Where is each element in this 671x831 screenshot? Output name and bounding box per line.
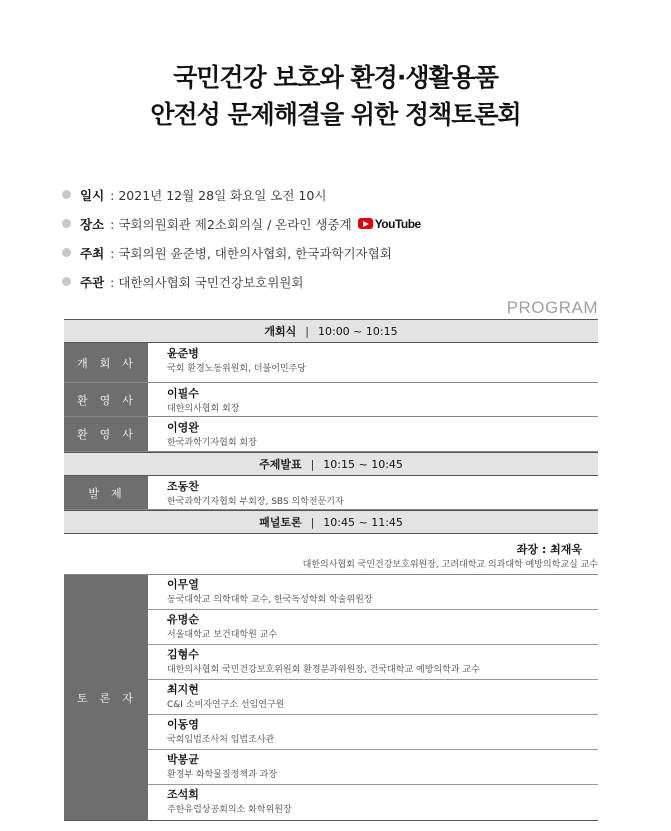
list-item [148, 575, 598, 610]
info-label: 장소 [80, 216, 105, 232]
program-row [64, 343, 598, 383]
panelist-name: 이동영 [167, 718, 199, 731]
panelist-affiliation: 서울대학교 보건대학원 교수 [167, 630, 278, 640]
panelist-name: 박봉균 [167, 753, 199, 766]
speaker-affiliation: 국회 환경노동위원회, 더불어민주당 [167, 364, 306, 374]
panel-discussion [64, 575, 598, 821]
bullet-icon [62, 248, 71, 257]
info-value: 2021년 12월 28일 화요일 오전 10시 [118, 187, 327, 203]
panelist-name: 조석희 [167, 788, 199, 801]
role-cell: 환영사 [64, 417, 148, 451]
panelist-affiliation: C&I 소비자연구소 선임연구원 [167, 700, 285, 710]
role-cell: 발제 [64, 476, 148, 509]
panelist-name: 이무열 [167, 578, 199, 591]
panelist-name: 유명순 [167, 613, 199, 626]
speaker-affiliation: 대한의사협회 회장 [167, 404, 240, 414]
panelist-affiliation: 국회입법조사처 입법조사관 [167, 735, 275, 745]
info-value: 국회의원회관 제2소회의실 / 온라인 생중계 [118, 216, 352, 232]
bullet-icon [62, 219, 71, 228]
info-value: 대한의사협회 국민건강보호위원회 [118, 274, 304, 290]
role-cell: 개회사 [64, 343, 148, 382]
event-info [62, 180, 622, 296]
list-item [148, 750, 598, 785]
info-row-organizer: 주관 : 대한의사협회 국민건강보호위원회 [62, 267, 622, 296]
list-item [148, 645, 598, 680]
role-cell: 환영사 [64, 383, 148, 416]
program-heading: PROGRAM [506, 298, 598, 317]
info-row-host: 주최 : 국회의원 윤준병, 대한의사협회, 한국과학기자협회 [62, 238, 622, 267]
speaker-affiliation: 한국과학기자협회 부회장, SBS 의학전문기자 [167, 497, 344, 507]
section-header-keynote: 주제발표 | 10:15 ~ 10:45 [64, 452, 598, 476]
speaker-name: 이필수 [167, 387, 199, 400]
program-row [64, 383, 598, 417]
panelist-list [148, 575, 598, 820]
panelist-name: 김형수 [167, 648, 199, 661]
role-cell: 토론자 [64, 575, 148, 820]
section-header-opening: 개회식 | 10:00 ~ 10:15 [64, 319, 598, 343]
list-item [148, 610, 598, 645]
info-label: 주최 [80, 245, 105, 261]
title-line-1: 국민건강 보호와 환경·생활용품 [173, 63, 498, 92]
info-value: 국회의원 윤준병, 대한의사협회, 한국과학기자협회 [118, 245, 392, 261]
panelist-name: 최지현 [167, 683, 199, 696]
program-row [64, 417, 598, 452]
speaker-affiliation: 한국과학기자협회 회장 [167, 438, 257, 448]
panelist-affiliation: 대한의사협회 국민건강보호위원회 환경분과위원장, 건국대학교 예방의학과 교수 [167, 665, 480, 675]
program-table [64, 319, 598, 821]
chair-info [64, 534, 598, 575]
title-line-2: 안전성 문제해결을 위한 정책토론회 [150, 100, 521, 129]
program-row [64, 476, 598, 510]
list-item [148, 785, 598, 820]
youtube-wordmark: YouTube [374, 216, 421, 231]
info-row-venue: 장소 : 국회의원회관 제2소회의실 / 온라인 생중계 YouTube [62, 209, 622, 238]
panelist-affiliation: 주한유럽상공회의소 화학위원장 [167, 805, 292, 815]
info-label: 주관 [80, 274, 105, 290]
info-row-date: 일시 : 2021년 12월 28일 화요일 오전 10시 [62, 180, 622, 209]
info-label: 일시 [80, 187, 105, 203]
bullet-icon [62, 190, 71, 199]
list-item [148, 715, 598, 750]
speaker-name: 조동찬 [167, 480, 199, 493]
youtube-play-icon [358, 218, 373, 229]
section-header-panel: 패널토론 | 10:45 ~ 11:45 [64, 510, 598, 534]
chair-affiliation: 대한의사협회 국민건강보호위원장, 고려대학교 의과대학 예방의학교실 교수 [302, 560, 598, 570]
youtube-logo [358, 217, 421, 231]
panelist-affiliation: 동국대학교 의학대학 교수, 한국독성학회 학술위원장 [167, 595, 373, 605]
panelist-affiliation: 환경부 화학물질정책과 과장 [167, 770, 278, 780]
list-item [148, 680, 598, 715]
chair-name: 좌장 : 최재욱 [516, 543, 582, 556]
bullet-icon [62, 277, 71, 286]
speaker-name: 이영완 [167, 421, 199, 434]
speaker-name: 윤준병 [167, 347, 199, 360]
